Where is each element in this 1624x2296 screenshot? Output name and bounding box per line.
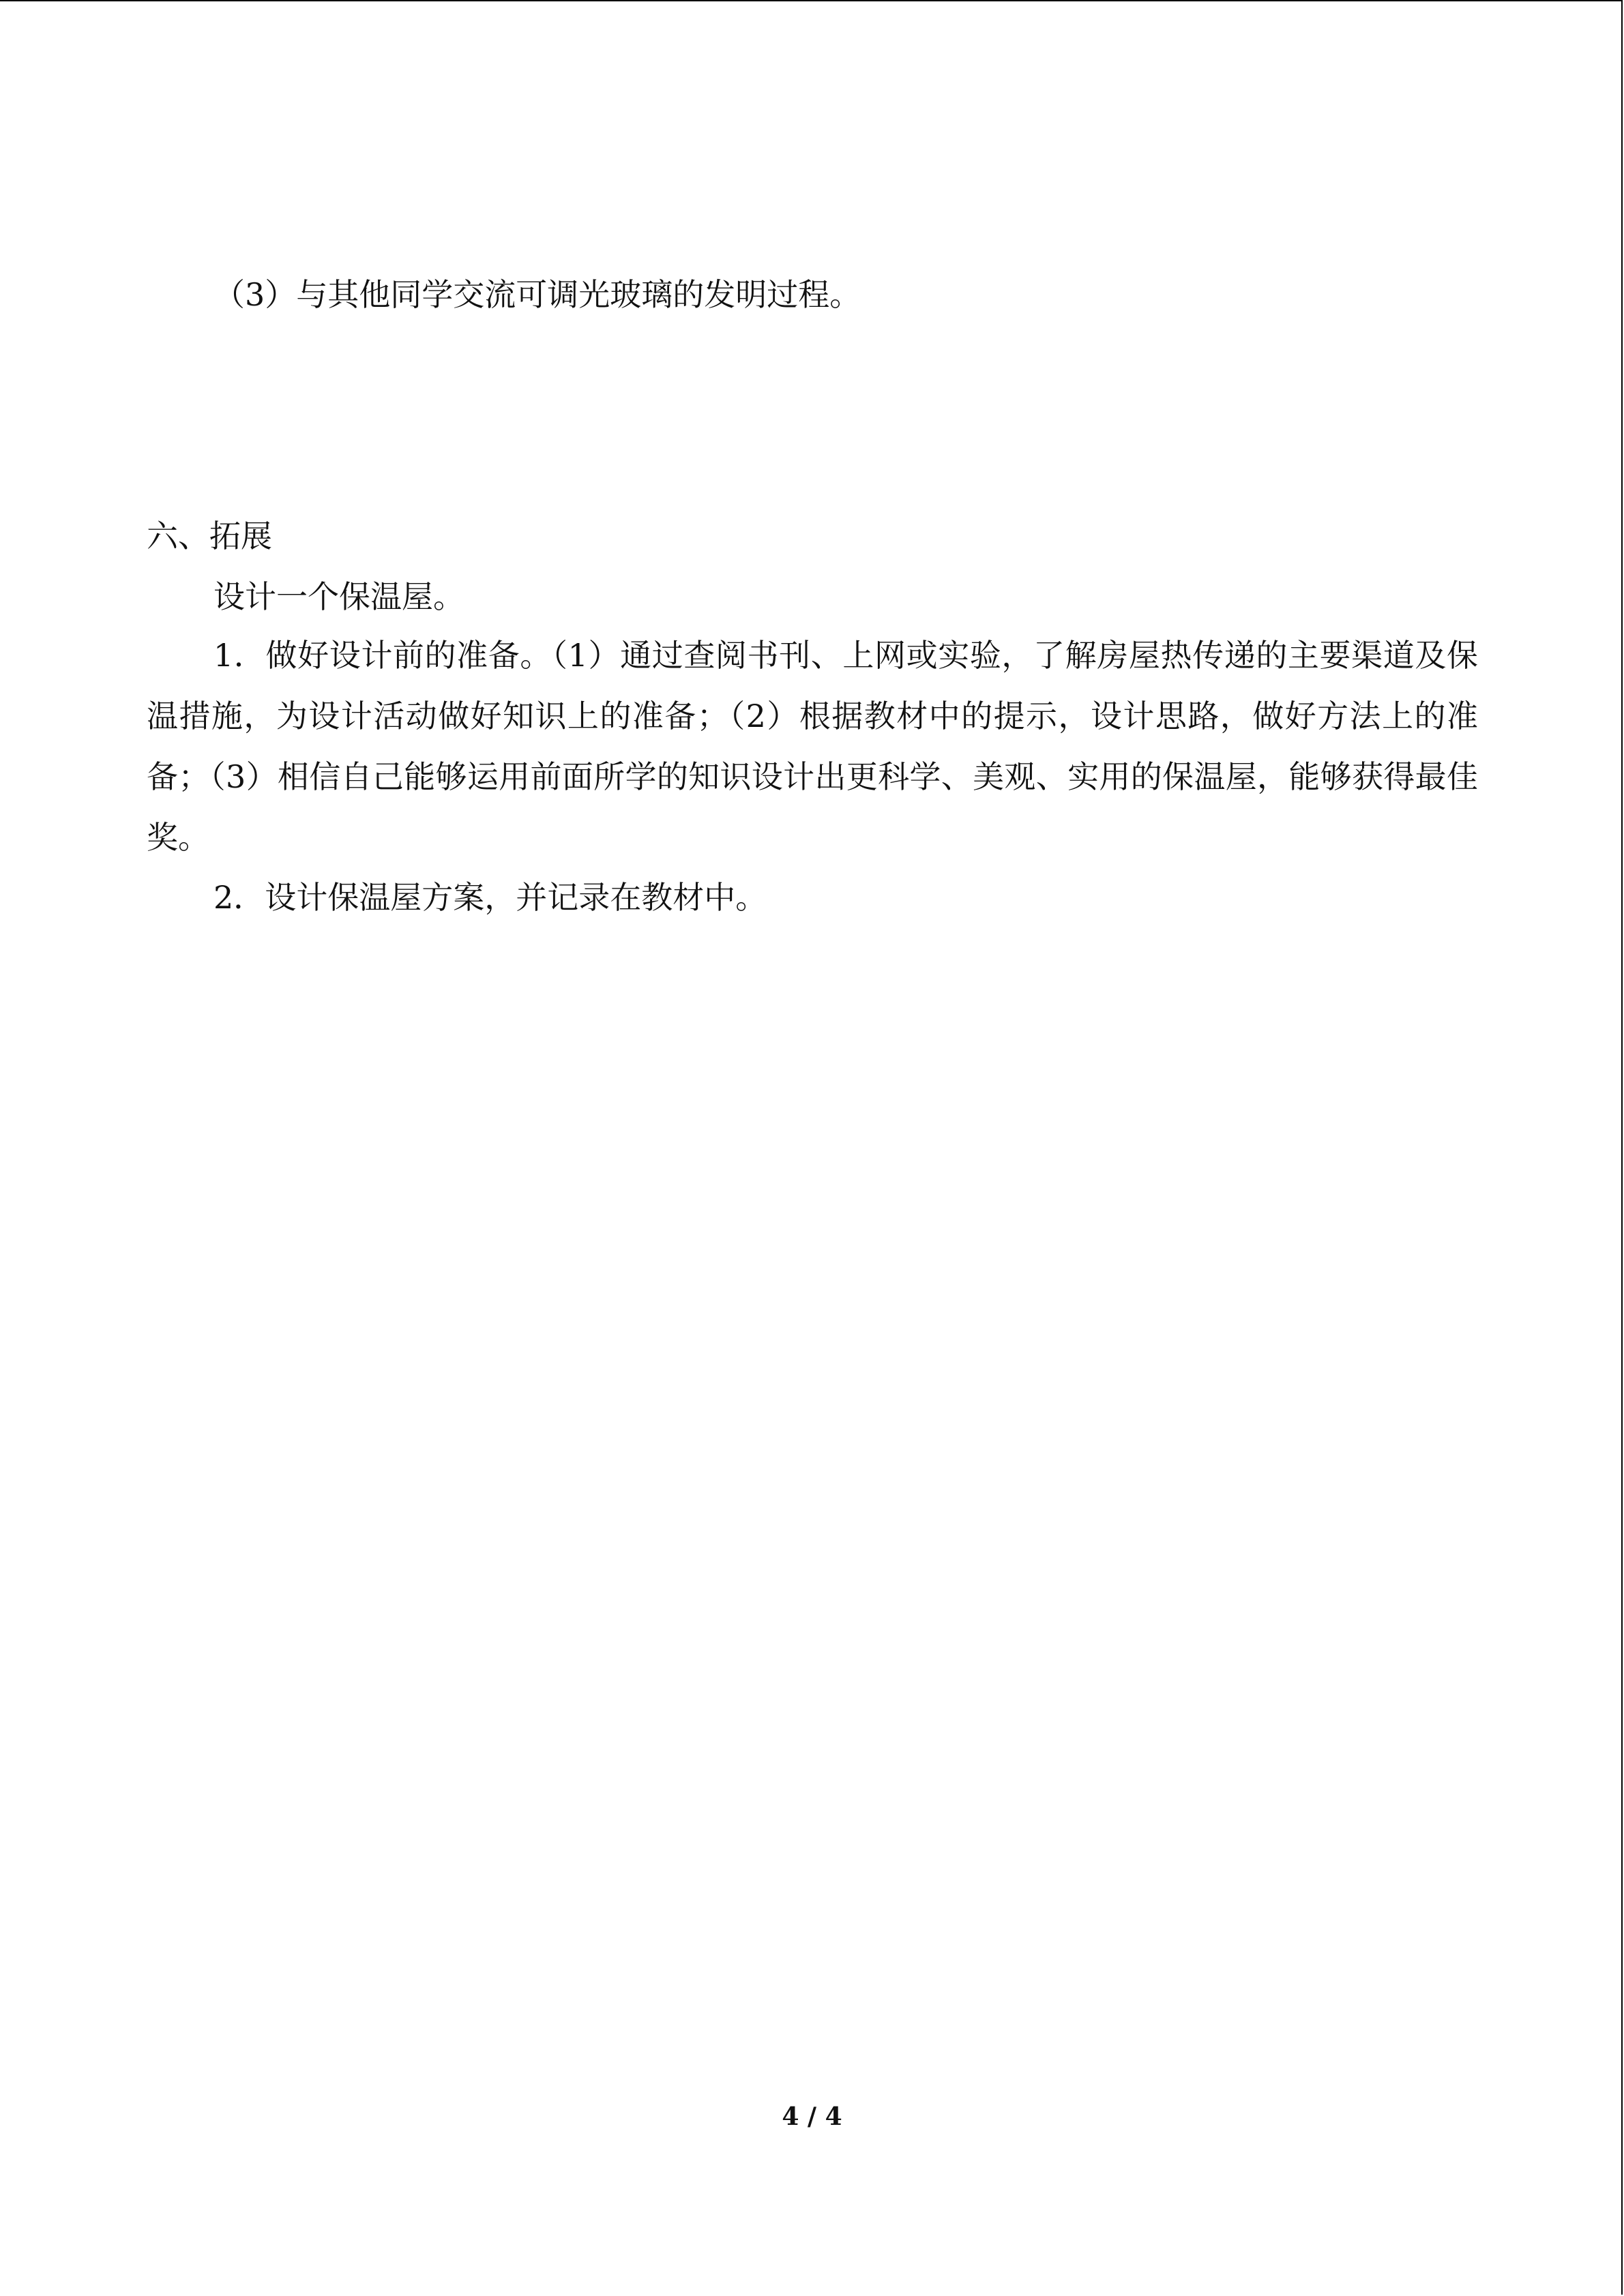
step-2-paragraph: 2．设计保温屋方案，并记录在教材中。 xyxy=(213,879,767,916)
section-intro: 设计一个保温屋。 xyxy=(213,578,464,615)
step-1-paragraph: 1．做好设计前的准备。（1）通过查阅书刊、上网或实验，了解房屋热传递的主要渠道及保温措施，为设计活动做好知识上的准备；（2）根据教材中的提示，设计思路，做好方法上的准备；（3）相信自己能够运用前面所学的知识设计出更科学、美观、实用的保温屋，能够获得最佳奖。 xyxy=(147,637,1478,856)
section-heading: 六、拓展 xyxy=(147,518,272,554)
list-item-3: （3）与其他同学交流可调光玻璃的发明过程。 xyxy=(213,276,861,313)
page-number: 4 / 4 xyxy=(782,2102,842,2131)
